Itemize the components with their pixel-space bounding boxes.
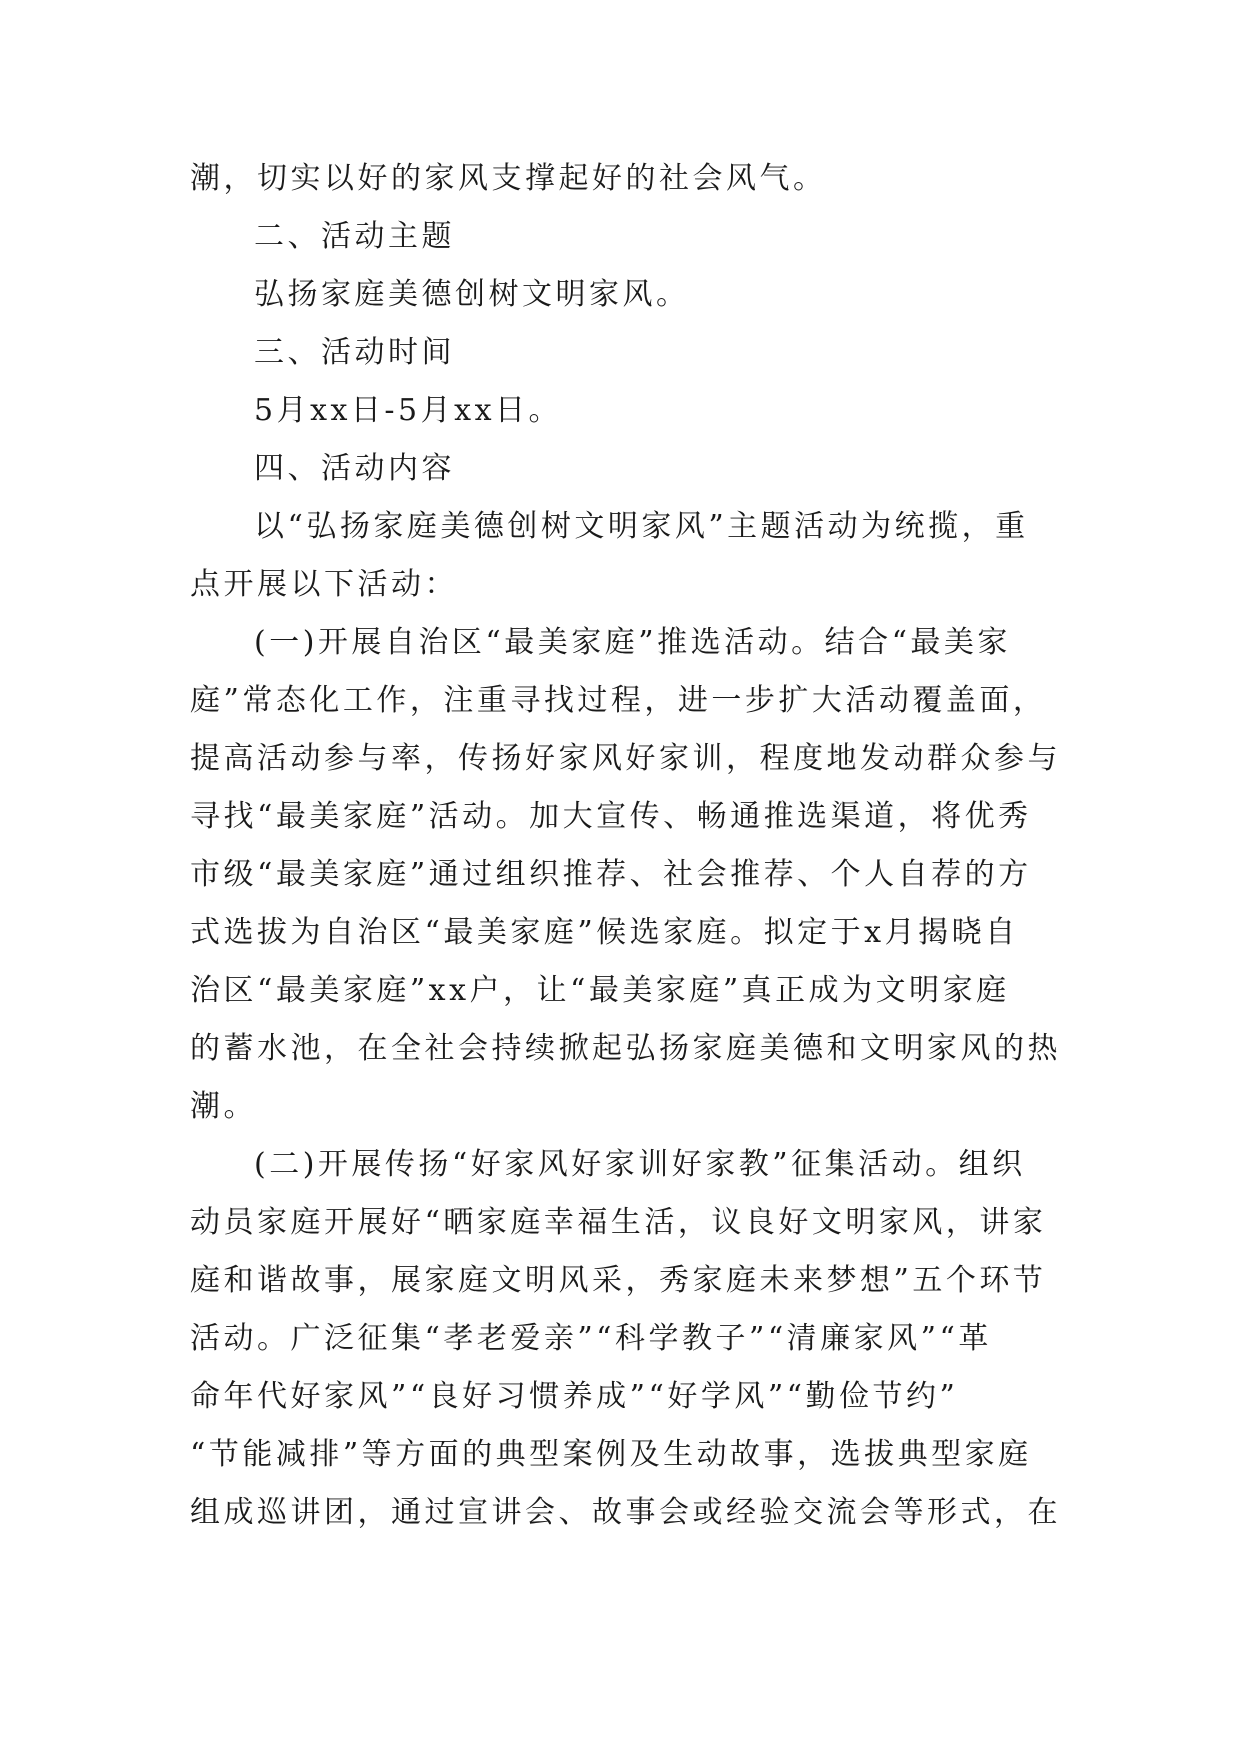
body-text-line: 庭”常态化工作，注重寻找过程，进一步扩大活动覆盖面， (190, 683, 1047, 718)
section-heading-content: 四、活动内容 (254, 451, 455, 486)
document-page (190, 150, 1060, 1542)
body-text-line: 提高活动参与率，传扬好家风好家训，程度地发动群众参与 (190, 741, 1061, 776)
body-text-line: (一)开展自治区“最美家庭”推选活动。结合“最美家 (254, 625, 1011, 660)
body-text-line: 的蓄水池，在全社会持续掀起弘扬家庭美德和文明家风的热 (190, 1031, 1061, 1066)
body-text-line: 命年代好家风”“良好习惯养成”“好学风”“勤俭节约” (190, 1379, 959, 1414)
body-text-line: 式选拔为自治区“最美家庭”候选家庭。拟定于x月揭晓自 (190, 915, 1019, 950)
body-text-line: 5月xx日-5月xx日。 (254, 393, 562, 428)
section-heading-theme: 二、活动主题 (254, 219, 455, 254)
body-text-line: (二)开展传扬“好家风好家训好家教”征集活动。组织 (254, 1147, 1026, 1182)
body-text-line: 活动。广泛征集“孝老爱亲”“科学教子”“清廉家风”“革 (190, 1321, 992, 1356)
body-text-line: 组成巡讲团，通过宣讲会、故事会或经验交流会等形式，在 (190, 1495, 1061, 1530)
section-heading-time: 三、活动时间 (254, 335, 455, 370)
body-text-line: 庭和谐故事，展家庭文明风采，秀家庭未来梦想”五个环节 (190, 1263, 1047, 1298)
body-text-line: 以“弘扬家庭美德创树文明家风”主题活动为统揽，重 (254, 509, 1029, 544)
body-text-line: 动员家庭开展好“晒家庭幸福生活，议良好文明家风，讲家 (190, 1205, 1047, 1240)
body-text-line: 弘扬家庭美德创树文明家风。 (254, 277, 690, 312)
body-text-line: 寻找“最美家庭”活动。加大宣传、畅通推选渠道，将优秀 (190, 799, 1032, 834)
body-text-line: 潮。 (190, 1089, 257, 1124)
body-text-line: 点开展以下活动： (190, 567, 458, 602)
body-text-line: 市级“最美家庭”通过组织推荐、社会推荐、个人自荐的方 (190, 857, 1032, 892)
body-text-line: 治区“最美家庭”xx户，让“最美家庭”真正成为文明家庭 (190, 973, 1010, 1008)
body-text-line: “节能减排”等方面的典型案例及生动故事，选拔典型家庭 (190, 1437, 1032, 1472)
body-text-line: 潮，切实以好的家风支撑起好的社会风气。 (190, 161, 827, 196)
